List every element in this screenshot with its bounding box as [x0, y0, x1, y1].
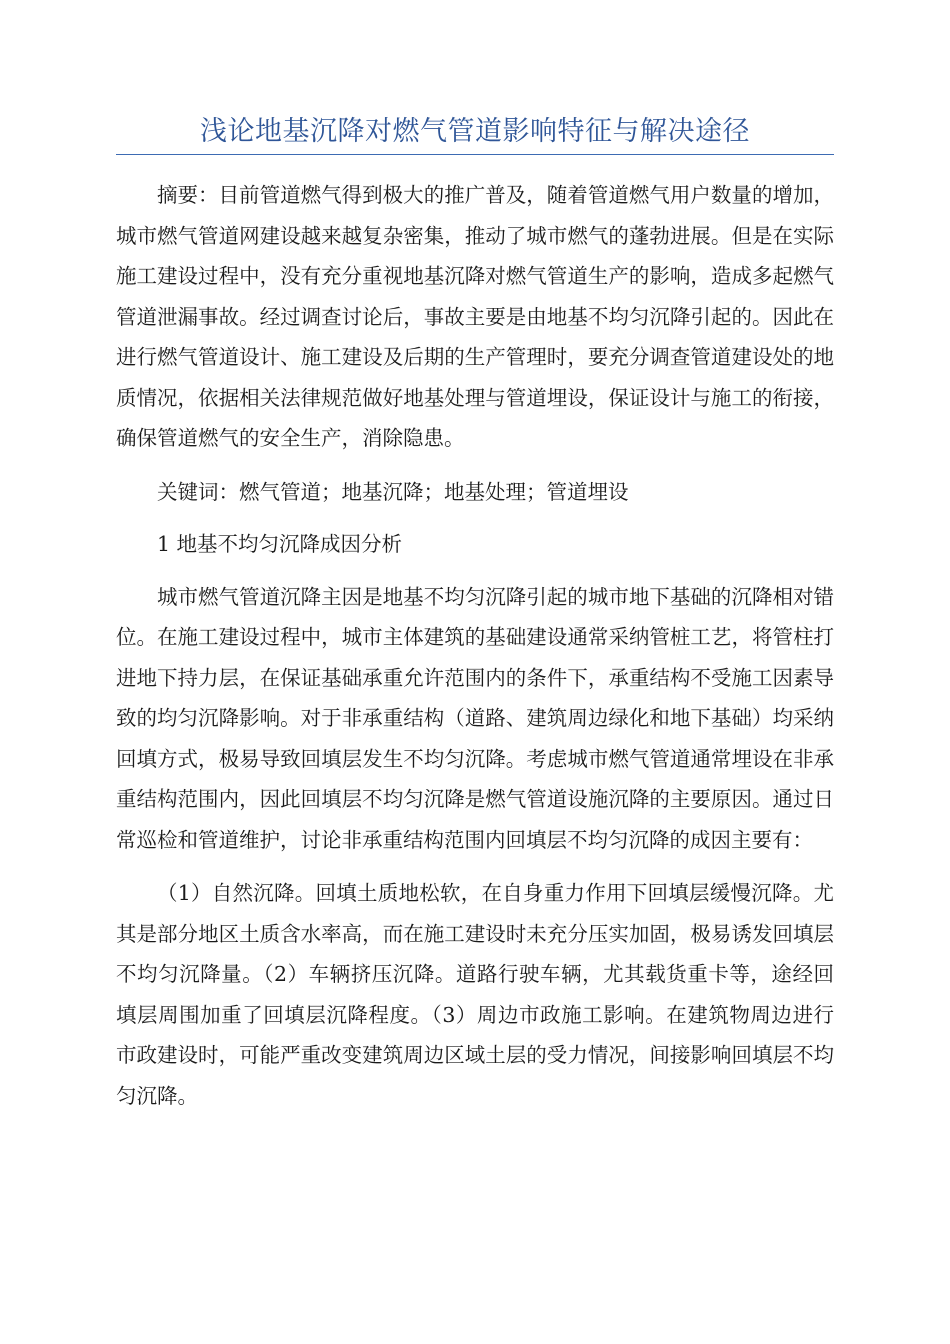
body-paragraph: 城市燃气管道沉降主因是地基不均匀沉降引起的城市地下基础的沉降相对错位。在施工建设过程中，城市主体建筑的基础建设通常采纳管桩工艺，将管柱打进地下持力层，在保证基础承重允许范围内的条件下，承重结构不受施工因素导致的均匀沉降影响。对于非承重结构（道路、建筑周边绿化和地下基础）均采纳回填方式，极易导致回填层发生不均匀沉降。考虑城市燃气管道通常埋设在非承重结构范围内，因此回填层不均匀沉降是燃气管道设施沉降的主要原因。通过日常巡检和管道维护，讨论非承重结构范围内回填层不均匀沉降的成因主要有：	[116, 584, 834, 852]
section-heading: 1 地基不均匀沉降成因分析	[157, 532, 403, 556]
document-page	[116, 112, 834, 1116]
title-underline	[116, 154, 834, 155]
body-paragraph-causes: （1）自然沉降。回填土质地松软，在自身重力作用下回填层缓慢沉降。尤其是部分地区土质含水率高，而在施工建设时未充分压实加固，极易诱发回填层不均匀沉降量。（2）车辆挤压沉降。道路行驶车辆，尤其载货重卡等，途经回填层周围加重了回填层沉降程度。（3）周边市政施工影响。在建筑物周边进行市政建设时，可能严重改变建筑周边区域土层的受力情况，间接影响回填层不均匀沉降。	[116, 881, 834, 1108]
document-title: 浅论地基沉降对燃气管道影响特征与解决途径	[200, 116, 750, 147]
keywords-paragraph: 关键词：燃气管道；地基沉降；地基处理；管道埋设	[157, 479, 629, 504]
document-body	[116, 175, 834, 1116]
abstract-paragraph: 摘要：目前管道燃气得到极大的推广普及，随着管道燃气用户数量的增加，城市燃气管道网建设越来越复杂密集，推动了城市燃气的蓬勃进展。但是在实际施工建设过程中，没有充分重视地基沉降对燃气管道生产的影响，造成多起燃气管道泄漏事故。经过调查讨论后，事故主要是由地基不均匀沉降引起的。因此在进行燃气管道设计、施工建设及后期的生产管理时，要充分调查管道建设处的地质情况，依据相关法律规范做好地基处理与管道埋设，保证设计与施工的衔接，确保管道燃气的安全生产，消除隐患。	[116, 183, 834, 450]
